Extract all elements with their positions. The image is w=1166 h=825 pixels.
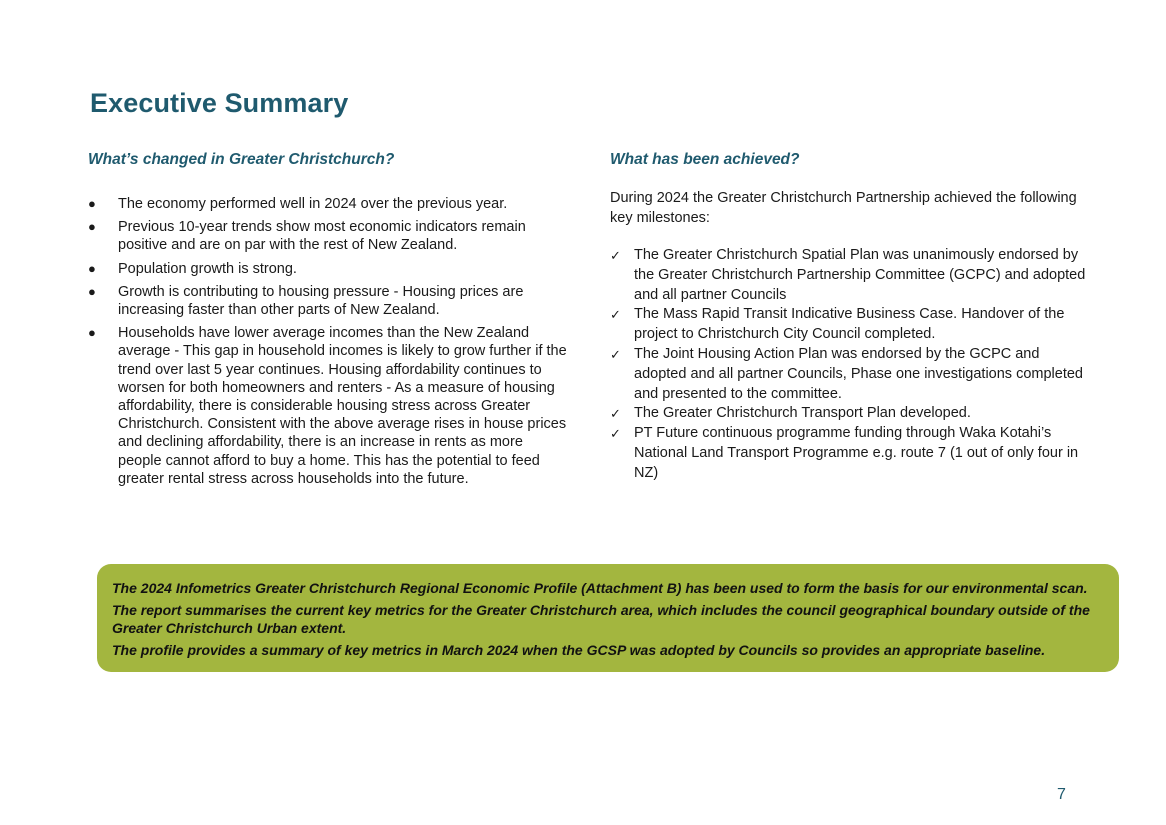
list-item-text: The Joint Housing Action Plan was endorsed by the GCPC and adopted and all partner Councils, Phase one investigations completed and presented to the committee.	[634, 345, 1083, 402]
list-item	[88, 283, 568, 319]
left-column	[88, 150, 568, 493]
callout-line: The profile provides a summary of key metrics in March 2024 when the GCSP was adopted by Councils so provides an appropriate baseline.	[112, 641, 1046, 658]
left-section-heading: What’s changed in Greater Christchurch?	[88, 151, 395, 168]
bullet-icon: ●	[88, 260, 96, 276]
callout-box	[97, 564, 1119, 672]
checkmark-icon: ✓	[610, 346, 621, 362]
economic-changes-list	[88, 195, 568, 488]
checkmark-icon: ✓	[610, 248, 621, 263]
list-item-text: The economy performed well in 2024 over the previous year.	[118, 196, 508, 212]
bullet-icon: ●	[88, 219, 96, 235]
checkmark-icon: ✓	[610, 426, 621, 442]
list-item	[88, 324, 568, 488]
list-item	[88, 195, 568, 213]
list-item-text: PT Future continuous programme funding through Waka Kotahi’s National Land Transport Programme e.g. route 7 (1 out of only four in NZ)	[634, 425, 1079, 481]
checkmark-icon: ✓	[610, 307, 621, 323]
list-item-text: Previous 10-year trends show most economic indicators remain positive and are on par with the rest of New Zealand.	[118, 219, 526, 254]
list-item-text: The Greater Christchurch Transport Plan developed.	[634, 405, 971, 422]
list-item	[610, 404, 1090, 424]
list-item	[88, 260, 568, 278]
page-number: 7	[1057, 786, 1066, 803]
callout-line: The 2024 Infometrics Greater Christchurch Regional Economic Profile (Attachment B) has been used to form the basis for our environmental scan.	[112, 580, 1088, 596]
list-item	[610, 424, 1090, 483]
list-item	[610, 345, 1090, 404]
list-item-text: The Greater Christchurch Spatial Plan was unanimously endorsed by the Greater Christchurch Partnership Committee (GCPC) and adopted and all partner Councils	[634, 247, 1086, 303]
list-item	[610, 246, 1090, 305]
list-item	[610, 305, 1090, 345]
bullet-icon: ●	[88, 325, 96, 341]
list-item-text: Population growth is strong.	[118, 260, 297, 277]
callout-line: The report summarises the current key metrics for the Greater Christchurch area, which includes the council geographical boundary outside of the Greater Christchurch Urban extent.	[112, 601, 1090, 636]
achievements-list	[610, 246, 1090, 484]
list-item-text: Growth is contributing to housing pressure - Housing prices are increasing faster than other parts of New Zealand.	[118, 283, 524, 319]
checkmark-icon: ✓	[610, 406, 621, 422]
list-item-text: Households have lower average incomes than the New Zealand average - This gap in household incomes is likely to grow further if the trend over last 5 year continues. Housing affordability continues to worsen for both homeowners and renters - As a measure of housing affordability, there is considerable housing stress across Greater Christchurch. Consistent with the above average rises in house prices and declining affordability, there is an increase in rents as more people cannot afford to buy a home. This has the potential to feed greater rental stress across households into the future.	[118, 325, 567, 487]
right-section-heading: What has been achieved?	[610, 151, 800, 168]
list-item-text: The Mass Rapid Transit Indicative Business Case. Handover of the project to Christchurch City Council completed.	[634, 306, 1065, 343]
list-item	[88, 218, 568, 254]
achievements-intro: During 2024 the Greater Christchurch Partnership achieved the following key milestones:	[610, 190, 1077, 226]
right-column	[610, 150, 1090, 484]
bullet-icon: ●	[88, 283, 96, 299]
page-title: Executive Summary	[90, 88, 349, 118]
bullet-icon: ●	[88, 196, 96, 211]
